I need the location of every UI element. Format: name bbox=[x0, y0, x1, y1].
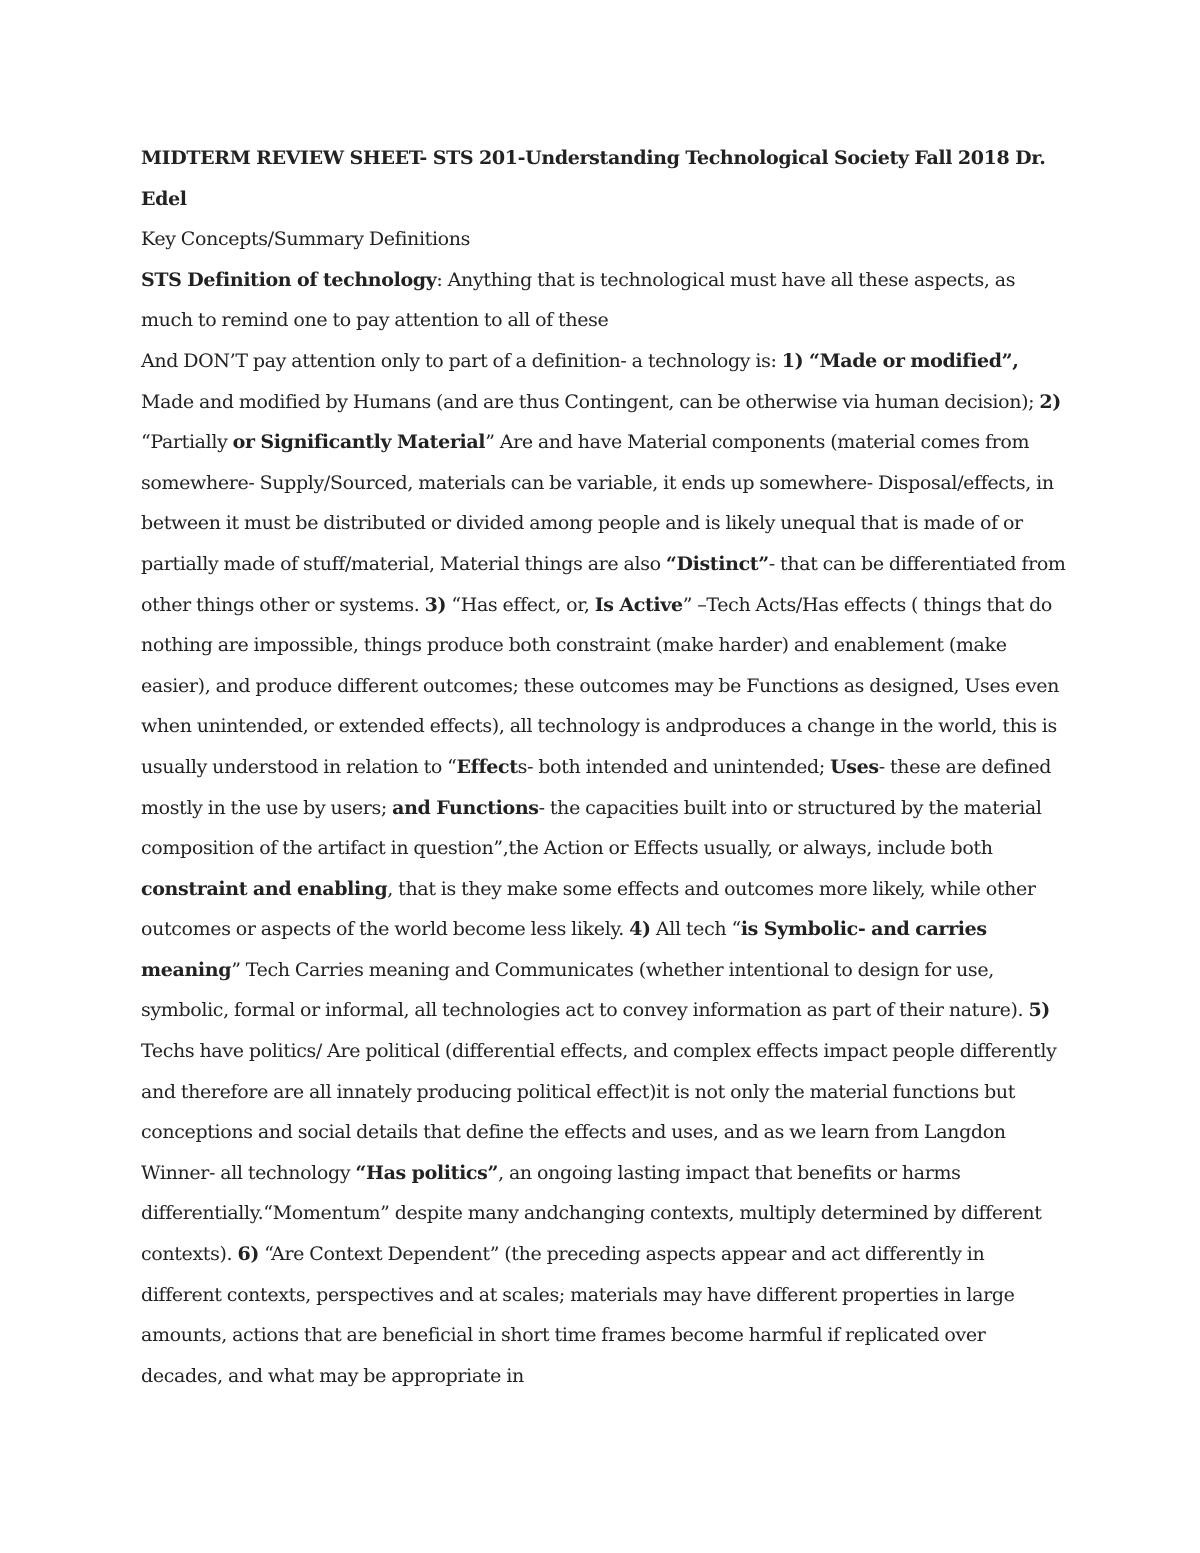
text-run: Techs have politics/ Are political (differential effects, and complex effects impact people differently and therefore are all innately producing political effect)it is not only the material functions but conceptions and social details that define the effects and uses, and as we learn from Langdon Winner- all technology bbox=[141, 1040, 1057, 1184]
definition-paragraph bbox=[141, 260, 1066, 341]
effects-term: Effect bbox=[456, 755, 518, 778]
document-title: MIDTERM REVIEW SHEET- STS 201-Understanding Technological Society Fall 2018 Dr. Edel bbox=[141, 147, 1046, 210]
document-page bbox=[141, 138, 1066, 1396]
aspect-2-heading: or Significantly Material bbox=[232, 431, 486, 454]
text-run: , that is they make some effects and outcomes more likely, while other outcomes or aspects of the world become less likely. bbox=[141, 877, 1036, 941]
text-run: s- both intended and unintended; bbox=[517, 755, 831, 778]
text-run: - that can be differentiated from other things other or systems. bbox=[141, 552, 1066, 616]
text-run: All tech “ bbox=[650, 918, 741, 941]
text-run: “Partially bbox=[141, 431, 233, 454]
aspect-1-heading: 1) “Made or modified”, bbox=[781, 349, 1019, 372]
definition-intro: : Anything that is technological must have all these aspects, as much to remind one to pay attention to all of these bbox=[141, 268, 1016, 332]
definition-heading: STS Definition of technology bbox=[141, 268, 437, 291]
uses-term: Uses bbox=[830, 755, 879, 778]
aspects-paragraph bbox=[141, 341, 1066, 1396]
text-run: ” Tech Carries meaning and Communicates (whether intentional to design for use, symbolic, formal or informal, all technologies act to convey information as part of their nature). bbox=[141, 958, 1029, 1022]
aspect-5-number: 5) bbox=[1028, 999, 1050, 1022]
text-run: - these are defined mostly in the use by users; bbox=[141, 755, 1052, 819]
aspect-2-number: 2) bbox=[1039, 390, 1061, 413]
text-run: “Has effect, or, bbox=[446, 593, 595, 616]
text-run: ” Are and have Material components (material comes from somewhere- Supply/Sourced, materials can be variable, it ends up somewhere- Disposal/effects, in between it must be distributed or divided among people and is likely unequal that is made of or partially made of stuff/material, Material things are also bbox=[141, 431, 1054, 575]
text-run: , an ongoing lasting impact that benefits or harms differentially.“Momentum” despite many andchanging contexts, multiply determined by different contexts). bbox=[141, 1161, 1042, 1266]
text-run: “Are Context Dependent” (the preceding aspects appear and act differently in different contexts, perspectives and at scales; materials may have different properties in large amounts, actions that are beneficial in short time frames become harmful if replicated over decades, and what may be appropriate in bbox=[141, 1243, 1015, 1387]
document-subtitle: Key Concepts/Summary Definitions bbox=[141, 228, 471, 251]
functions-term: and Functions bbox=[392, 796, 539, 819]
text-run: Made and modified by Humans (and are thus Contingent, can be otherwise via human decision); bbox=[141, 390, 1040, 413]
distinct-term: “Distinct” bbox=[665, 552, 769, 575]
text-run: And DON’T pay attention only to part of a definition- a technology is: bbox=[141, 349, 782, 372]
aspect-4-heading: is Symbolic- and carries meaning bbox=[141, 918, 987, 981]
constraint-term: constraint and enabling bbox=[141, 877, 388, 900]
aspect-4-number: 4) bbox=[629, 918, 651, 941]
text-run: - the capacities built into or structured by the material composition of the artifact in question”,the Action or Effects usually, or always, include both bbox=[141, 796, 1042, 860]
politics-term: “Has politics” bbox=[355, 1161, 499, 1184]
aspect-6-number: 6) bbox=[237, 1243, 259, 1266]
aspect-3-heading: Is Active bbox=[594, 593, 683, 616]
text-run: ” –Tech Acts/Has effects ( things that do nothing are impossible, things produce both constraint (make harder) and enablement (make easier), and produce different outcomes; these outcomes may be Functions as designed, Uses even when unintended, or extended effects), all technology is andproduces a change in the world, this is usually understood in relation to “ bbox=[141, 593, 1059, 778]
aspect-3-number: 3) bbox=[424, 593, 447, 616]
